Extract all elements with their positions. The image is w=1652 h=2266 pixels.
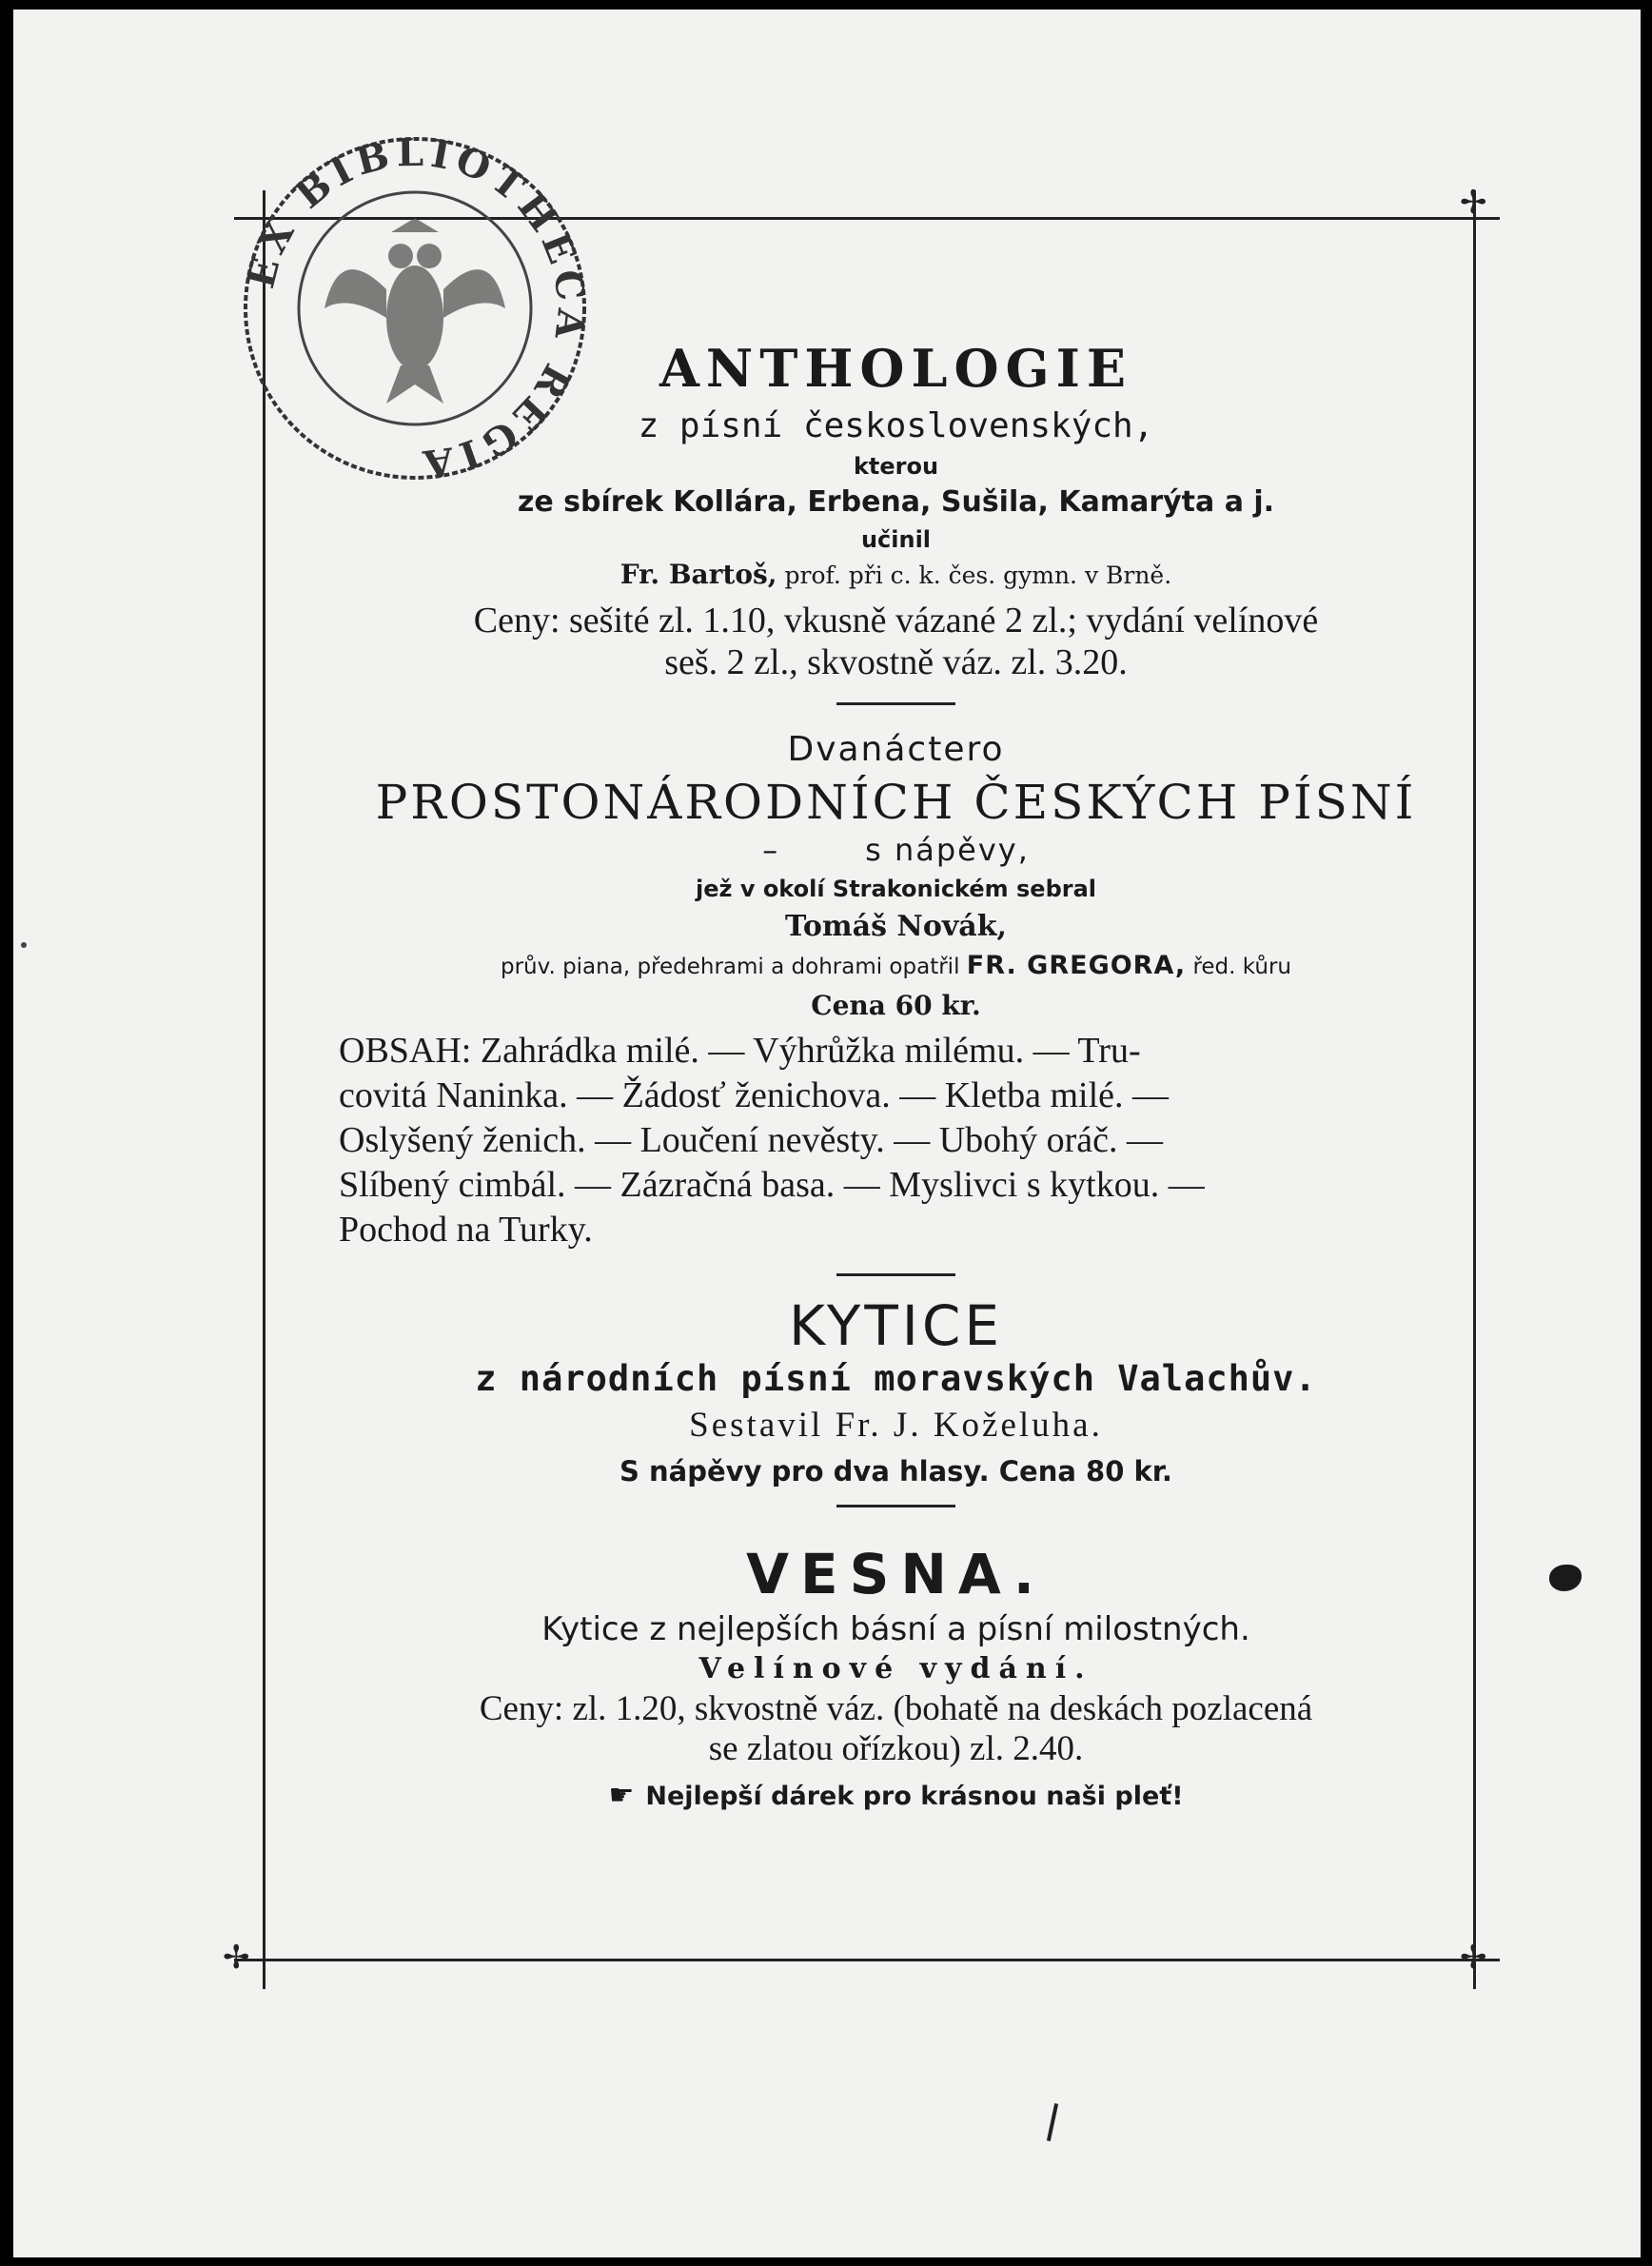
vesna-subtitle: Kytice z nejlepších básní a písní milostných. xyxy=(541,1610,1250,1648)
anthologie-author xyxy=(327,559,1465,590)
dvanactero-collected: jež v okolí Strakonickém sebral xyxy=(695,876,1097,902)
ink-blot xyxy=(1549,1565,1582,1591)
anthologie-subtitle: z písní československých, xyxy=(638,406,1154,445)
contents-line: OBSAH: Zahrádka milé. — Výhrůžka milému. — Tru- xyxy=(339,1031,1141,1071)
frame-right-line xyxy=(1473,190,1476,1989)
dvanactero-contents xyxy=(339,1029,1446,1252)
frame-ornament-icon: ✢ xyxy=(1460,184,1487,222)
section-divider xyxy=(836,1505,955,1507)
pencil-mark xyxy=(1047,2103,1058,2141)
page xyxy=(13,10,1641,2257)
anthologie-title: ANTHOLOGIE xyxy=(659,338,1133,399)
kytice-note: S nápěvy pro dva hlasy. Cena 80 kr. xyxy=(620,1455,1172,1488)
anthologie-section xyxy=(327,338,1465,705)
vesna-section xyxy=(327,1542,1465,1812)
vesna-edition: Velínové vydání. xyxy=(698,1652,1093,1685)
frame-ornament-icon: ✢ xyxy=(1460,1939,1487,1977)
dvanactero-subtitle xyxy=(327,832,1465,868)
anthologie-author-role: prof. při c. k. čes. gymn. v Brně. xyxy=(784,562,1172,589)
kytice-author: Sestavil Fr. J. Koželuha. xyxy=(689,1406,1103,1445)
vesna-price xyxy=(327,1689,1465,1769)
dvanactero-section xyxy=(327,730,1465,1276)
anthologie-price xyxy=(327,600,1465,683)
speck xyxy=(21,942,27,948)
frame-bottom-line xyxy=(234,1959,1500,1961)
contents-line: Oslyšený ženich. — Loučení nevěsty. — Ubohý oráč. — xyxy=(339,1120,1164,1160)
dvanactero-dash: – xyxy=(762,832,780,868)
arranger-name: FR. GREGORA, xyxy=(966,951,1187,980)
anthologie-price-line: seš. 2 zl., skvostně váz. zl. 3.20. xyxy=(664,642,1128,682)
anthologie-sources: ze sbírek Kollára, Erbena, Sušila, Kamarýta a j. xyxy=(517,485,1275,519)
contents-line: covitá Naninka. — Žádosť ženichova. — Kletba milé. — xyxy=(339,1075,1170,1115)
frame-ornament-icon: ✢ xyxy=(223,1939,250,1977)
kytice-subtitle: z národních písní moravských Valachův. xyxy=(475,1358,1317,1399)
dvanactero-title: PROSTONÁRODNÍCH ČESKÝCH PÍSNÍ xyxy=(375,775,1417,830)
dvanactero-pre: Dvanáctero xyxy=(787,730,1005,769)
anthologie-author-name: Fr. Bartoš, xyxy=(620,559,777,590)
contents-line: Slíbený cimbál. — Zázračná basa. — Myslivci s kytkou. — xyxy=(339,1165,1205,1205)
section-divider xyxy=(836,702,955,705)
vesna-gift xyxy=(327,1779,1465,1812)
vesna-gift-text: Nejlepší dárek pro krásnou naši pleť! xyxy=(645,1782,1184,1811)
anthologie-kterou: kterou xyxy=(853,453,939,480)
anthologie-ucinil: učinil xyxy=(860,526,932,553)
contents-line: Pochod na Turky. xyxy=(339,1210,593,1250)
dvanactero-arranger xyxy=(327,951,1465,980)
pointing-hand-icon: ☛ xyxy=(608,1779,635,1812)
stamp-text: EX BIBLIOTHECA REGIA xyxy=(238,129,594,487)
vesna-title: VESNA. xyxy=(746,1542,1046,1606)
kytice-section xyxy=(327,1293,1465,1507)
arranger-prefix: prův. piana, předehrami a dohrami opatřil xyxy=(500,955,960,979)
arranger-suffix: řed. kůru xyxy=(1192,955,1291,979)
anthologie-price-line: Ceny: sešité zl. 1.10, vkusně vázané 2 zl.; vydání velínové xyxy=(473,601,1319,640)
dvanactero-collector: Tomáš Novák, xyxy=(785,910,1007,943)
kytice-title: KYTICE xyxy=(788,1293,1004,1358)
advertisement-content xyxy=(327,338,1465,1812)
dvanactero-subtitle-text: s nápěvy, xyxy=(865,832,1030,868)
vesna-price-line: Ceny: zl. 1.20, skvostně váz. (bohatě na deskách pozlacená xyxy=(479,1689,1313,1728)
section-divider xyxy=(836,1273,955,1276)
vesna-price-line: se zlatou ořízkou) zl. 2.40. xyxy=(708,1729,1084,1768)
dvanactero-price: Cena 60 kr. xyxy=(811,990,981,1021)
